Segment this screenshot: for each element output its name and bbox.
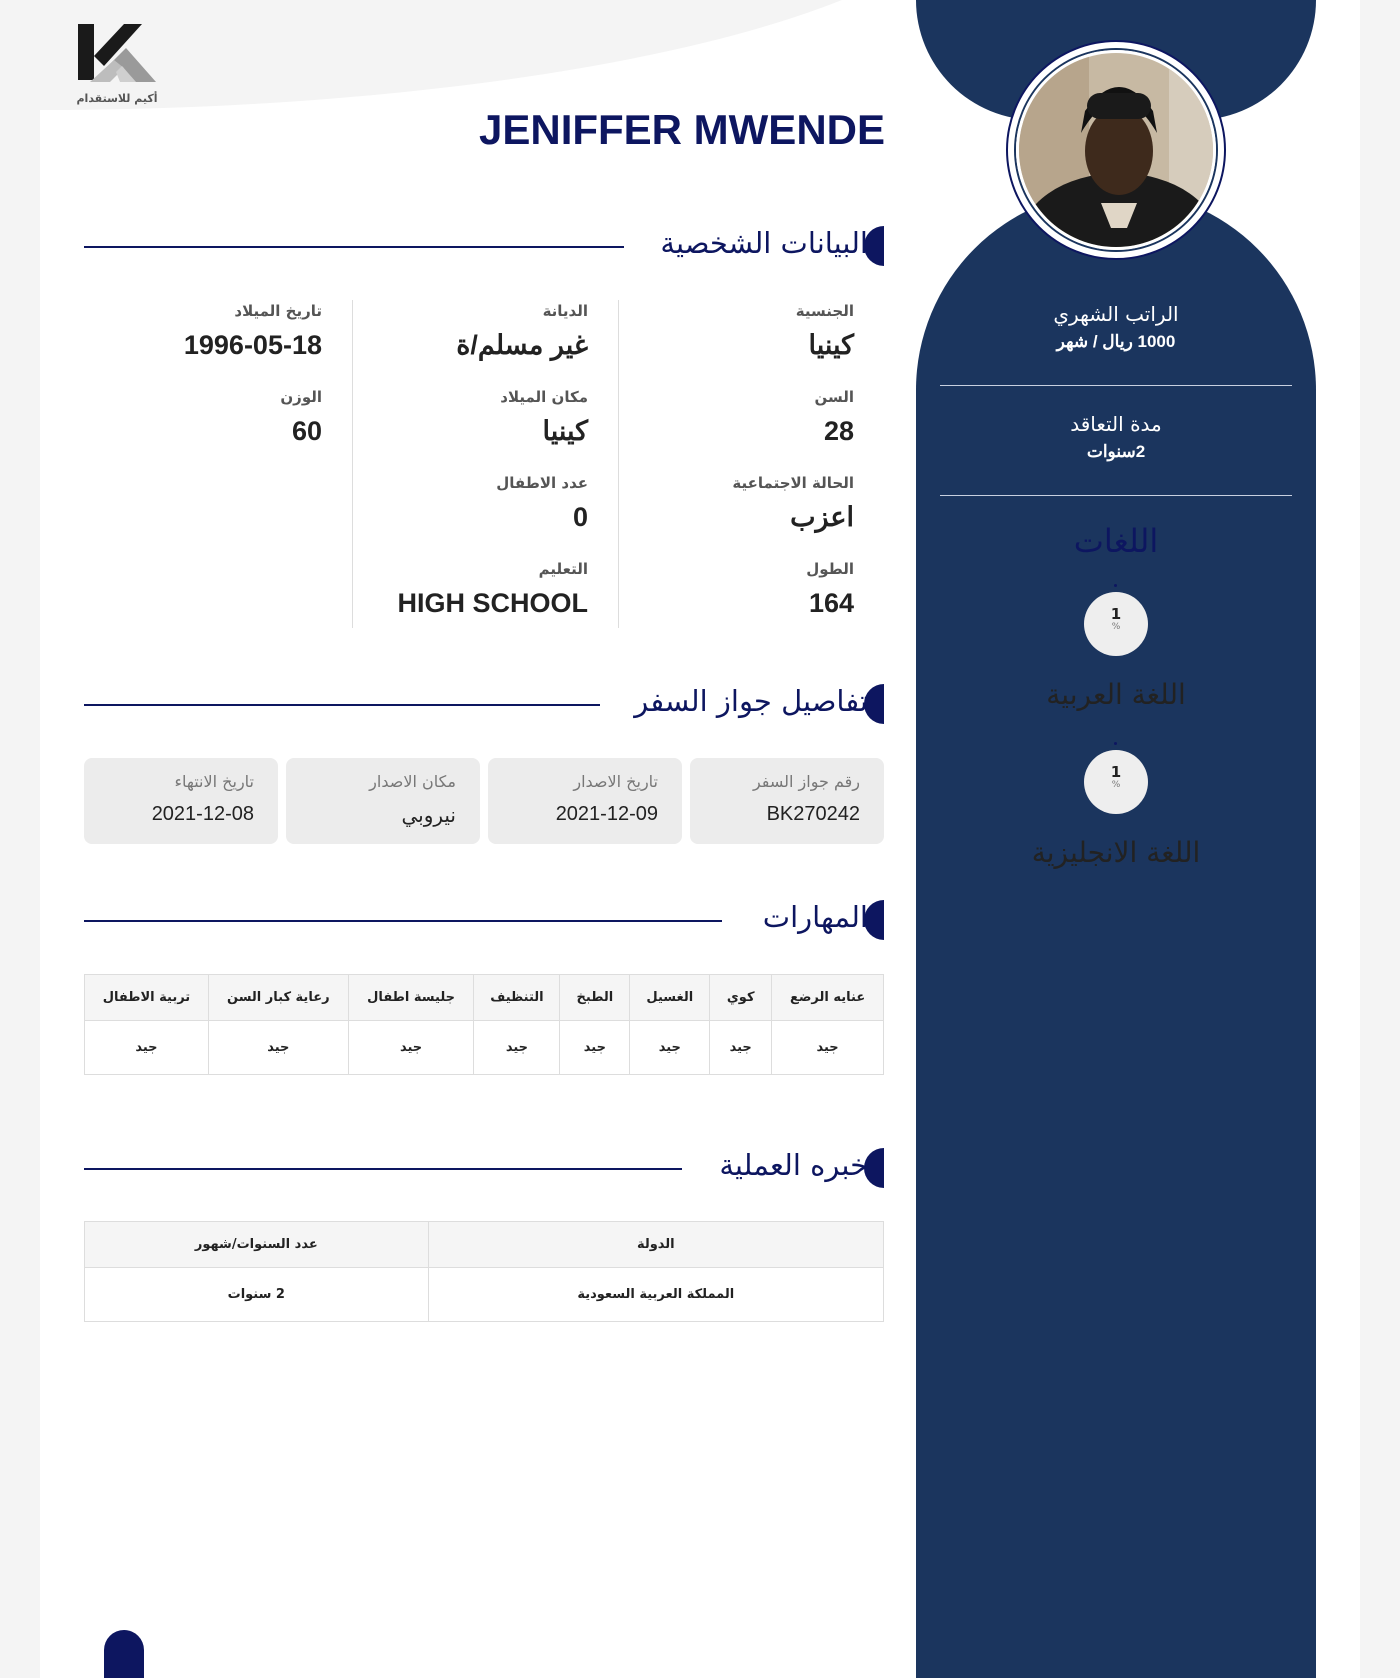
birth-date-field — [104, 302, 322, 361]
nationality-field — [640, 302, 854, 361]
table-header-row — [85, 975, 884, 1021]
field-label: الجنسية — [795, 302, 854, 320]
language-level-badge — [1084, 592, 1148, 656]
table-cell: 2 سنوات — [85, 1268, 429, 1322]
salary-value: 1000 ريال / شهر — [1056, 332, 1176, 351]
language-level: 1 — [1110, 763, 1122, 781]
passport-section-title: تفاصيل جواز السفر — [634, 684, 868, 718]
passport-number-card — [690, 758, 884, 844]
field-label: التعليم — [538, 560, 588, 578]
table-header: رعاية كبار السن — [208, 975, 348, 1021]
skills-table — [84, 974, 884, 1075]
card-label: تاريخ الانتهاء — [174, 772, 254, 791]
field-value: كينيا — [542, 416, 588, 446]
skills-section-title: المهارات — [762, 900, 868, 934]
language-marker — [1114, 584, 1117, 587]
language-name: اللغة العربية — [1046, 678, 1186, 711]
card-value: نيروبي — [401, 805, 456, 827]
card-label: تاريخ الاصدار — [573, 772, 658, 791]
field-value: اعزب — [790, 502, 854, 532]
table-header: الطبخ — [560, 975, 630, 1021]
table-cell: المملكة العربية السعودية — [428, 1268, 883, 1322]
passport-issue-place-card — [286, 758, 480, 844]
table-header: عنايه الرضع — [772, 975, 884, 1021]
table-header: جليسة اطفال — [348, 975, 474, 1021]
contract-value: 2سنوات — [1086, 442, 1146, 461]
weight-field — [104, 388, 322, 447]
section-rule — [84, 920, 722, 922]
language-unit: % — [1111, 780, 1121, 790]
experience-table — [84, 1221, 884, 1322]
page-margin — [1360, 0, 1400, 1678]
contract-label: مدة التعاقد — [1070, 412, 1162, 436]
field-value: 0 — [572, 502, 588, 532]
passport-expiry-date-card — [84, 758, 278, 844]
field-value: 28 — [823, 416, 854, 446]
column-divider — [352, 300, 353, 628]
language-level: 1 — [1110, 605, 1122, 623]
card-value: 2021-12-09 — [555, 803, 658, 825]
table-cell: جيد — [208, 1021, 348, 1075]
table-cell: جيد — [630, 1021, 710, 1075]
passport-issue-date-card — [488, 758, 682, 844]
marital-status-field — [640, 474, 854, 533]
table-header-row — [85, 1222, 884, 1268]
language-unit: % — [1111, 622, 1121, 632]
field-label: الوزن — [280, 388, 322, 406]
table-header: الغسيل — [630, 975, 710, 1021]
table-header: تربية الاطفال — [85, 975, 209, 1021]
field-label: تاريخ الميلاد — [234, 302, 322, 320]
education-field — [374, 560, 588, 619]
language-name: اللغة الانجليزية — [1031, 836, 1201, 869]
section-rule — [84, 246, 624, 248]
salary-block — [916, 302, 1316, 352]
field-value: كينيا — [808, 330, 854, 360]
language-marker — [1114, 742, 1117, 745]
table-header: كوي — [710, 975, 772, 1021]
table-cell: جيد — [772, 1021, 884, 1075]
field-label: مكان الميلاد — [500, 388, 588, 406]
personal-section-title: البيانات الشخصية — [660, 226, 868, 260]
table-cell: جيد — [710, 1021, 772, 1075]
table-cell: جيد — [85, 1021, 209, 1075]
sidebar-divider — [940, 495, 1292, 496]
field-label: الديانة — [542, 302, 588, 320]
sidebar — [916, 0, 1316, 1678]
card-label: مكان الاصدار — [369, 772, 456, 791]
field-label: السن — [814, 388, 854, 406]
children-field — [374, 474, 588, 533]
language-level-badge — [1084, 750, 1148, 814]
field-value: 164 — [808, 588, 854, 618]
field-value: HIGH SCHOOL — [397, 588, 588, 618]
table-cell: جيد — [474, 1021, 560, 1075]
field-label: الحالة الاجتماعية — [732, 474, 854, 492]
table-header: الدولة — [428, 1222, 883, 1268]
field-label: عدد الاطفال — [496, 474, 588, 492]
table-row — [85, 1021, 884, 1075]
table-header: عدد السنوات/شهور — [85, 1222, 429, 1268]
section-rule — [84, 704, 600, 706]
table-header: التنظيف — [474, 975, 560, 1021]
candidate-name: JENIFFER MWENDE — [478, 106, 885, 153]
table-cell: جيد — [348, 1021, 474, 1075]
experience-section-title: خبره العملية — [719, 1148, 868, 1182]
contract-block — [916, 412, 1316, 462]
field-value: غير مسلم/ة — [456, 330, 588, 360]
column-divider — [618, 300, 619, 628]
logo-text: أكيم للاستقدام — [76, 92, 158, 105]
religion-field — [374, 302, 588, 361]
profile-photo — [1016, 50, 1216, 250]
salary-label: الراتب الشهري — [1053, 302, 1179, 326]
field-value: 60 — [291, 416, 322, 446]
age-field — [640, 388, 854, 447]
birth-place-field — [374, 388, 588, 447]
table-row — [85, 1268, 884, 1322]
card-label: رقم جواز السفر — [752, 772, 860, 791]
field-value: 1996-05-18 — [183, 330, 322, 360]
sidebar-divider — [940, 385, 1292, 386]
height-field — [640, 560, 854, 619]
card-value: 2021-12-08 — [151, 803, 254, 825]
decorative-pill — [104, 1630, 144, 1678]
field-label: الطول — [806, 560, 854, 578]
section-rule — [84, 1168, 682, 1170]
languages-title: اللغات — [1073, 522, 1159, 560]
table-cell: جيد — [560, 1021, 630, 1075]
card-value: BK270242 — [766, 803, 860, 825]
